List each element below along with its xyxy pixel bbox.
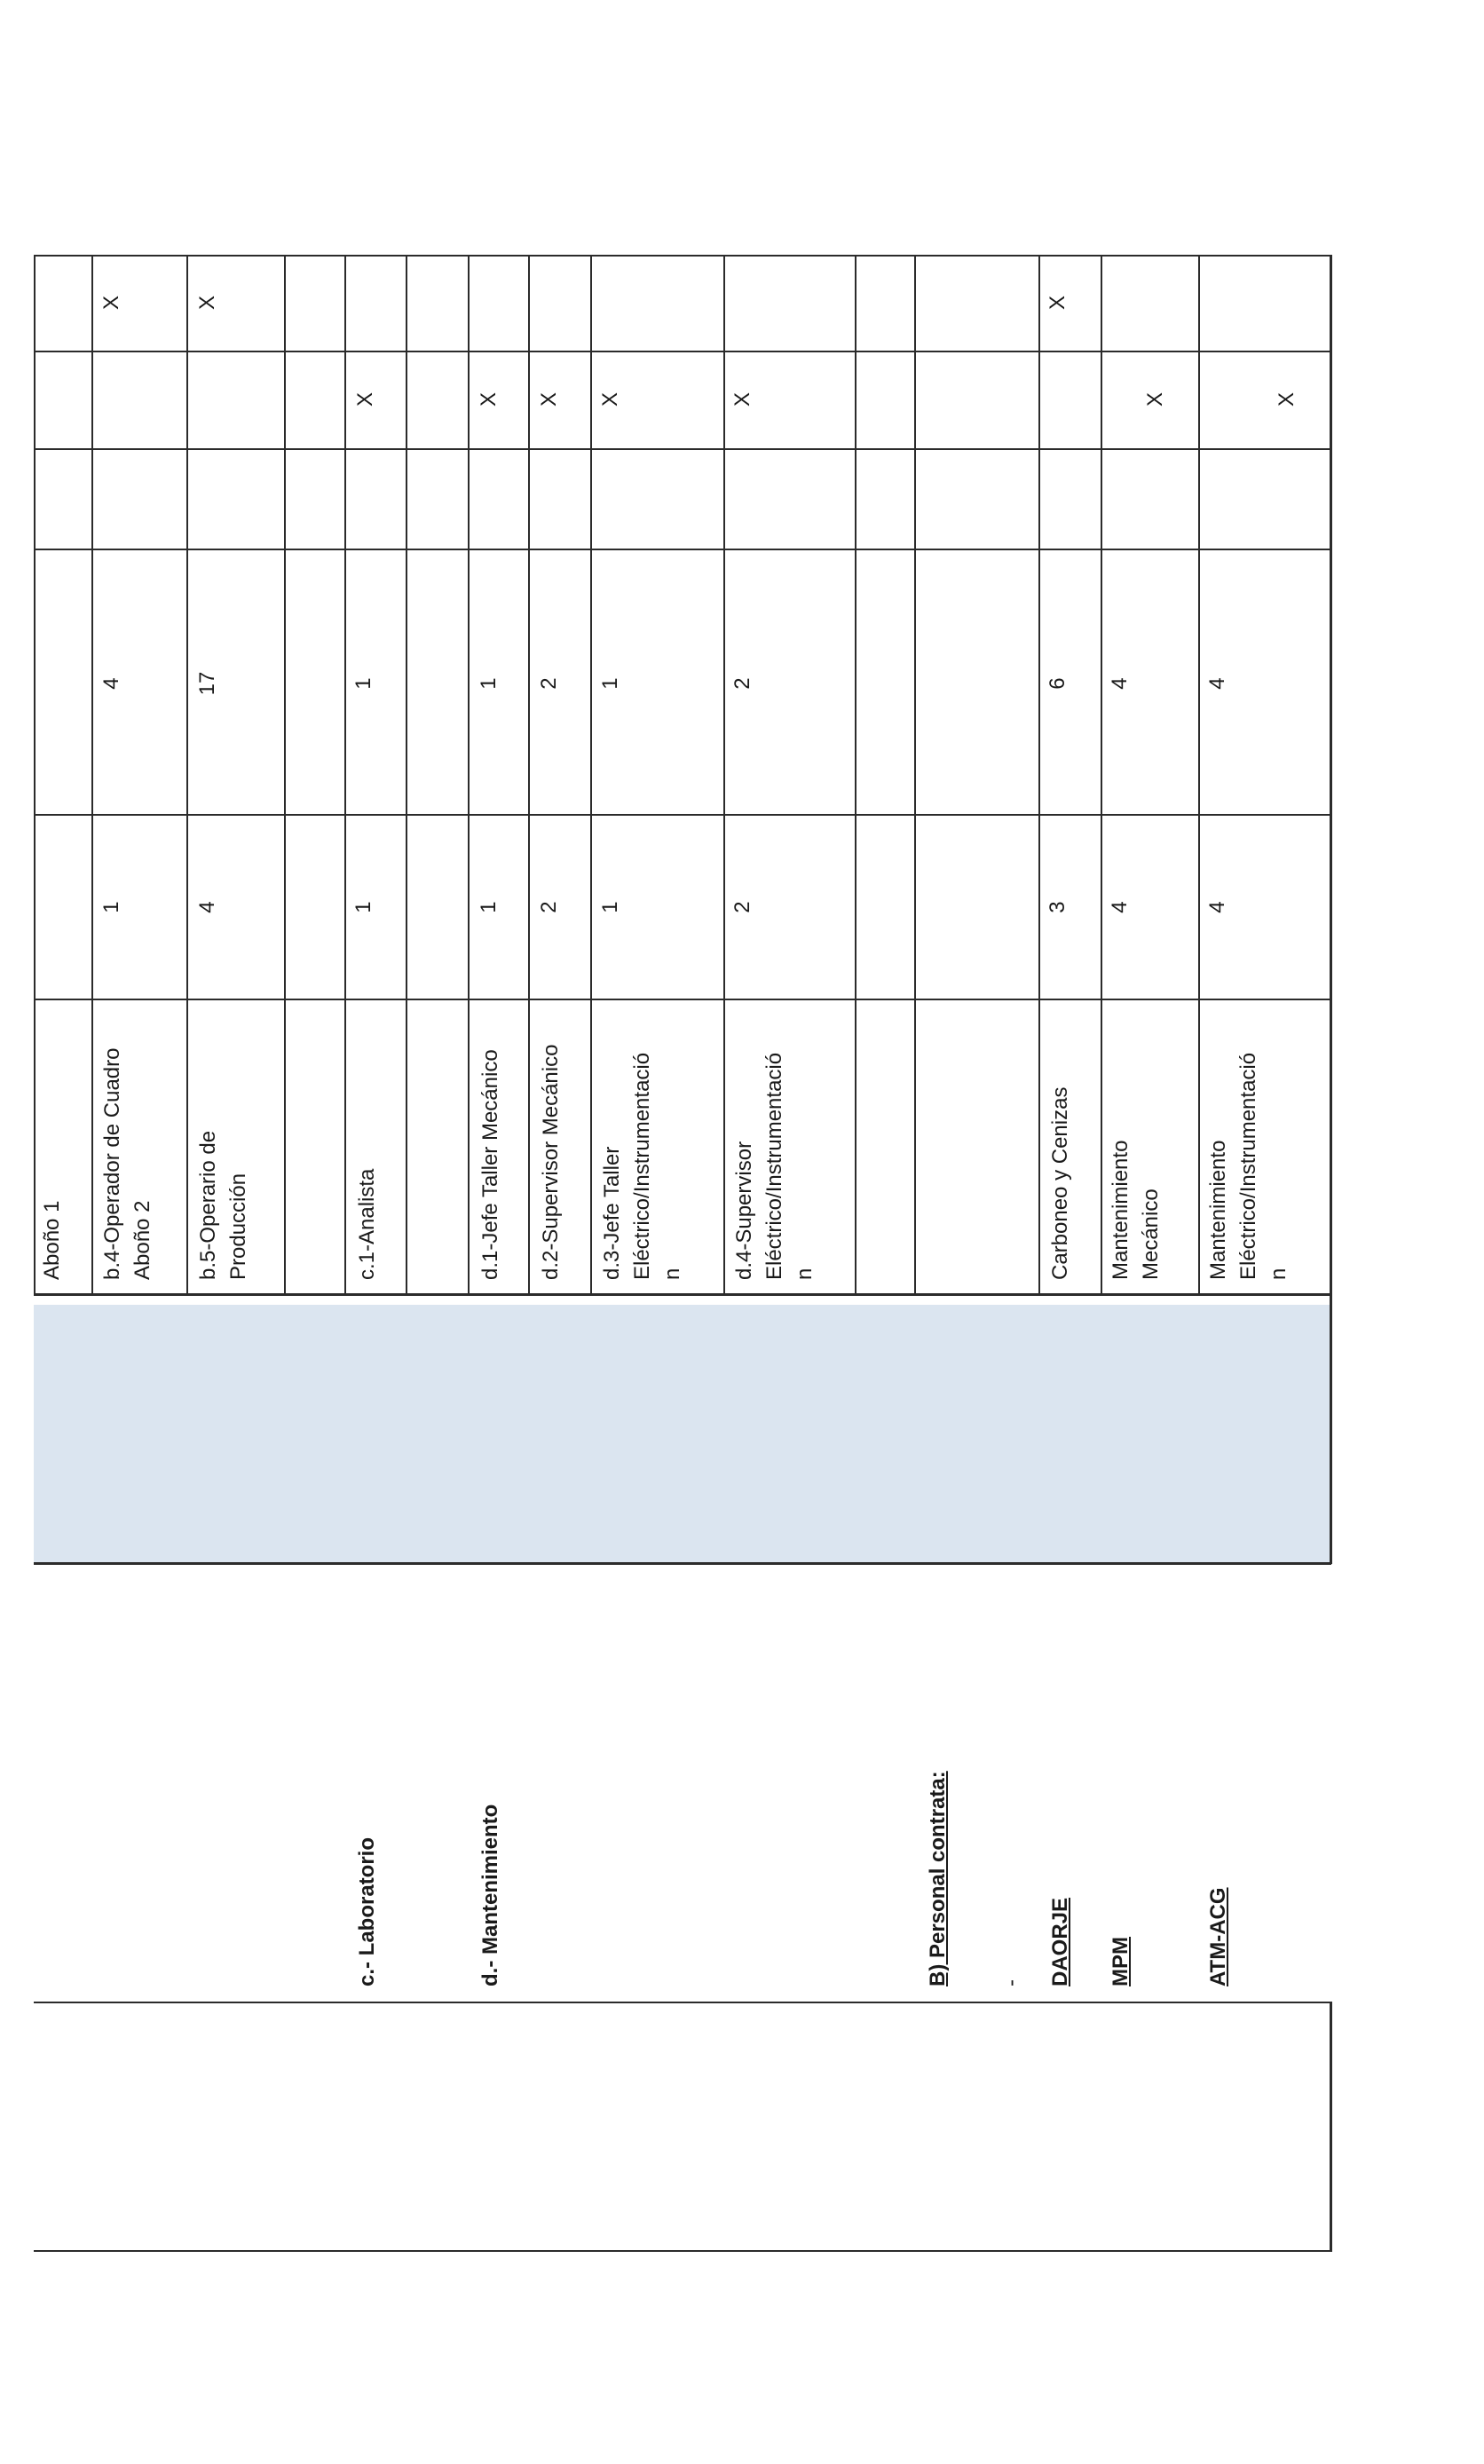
- count-cell: 4: [1205, 677, 1229, 690]
- count-cell: 4: [1205, 901, 1229, 913]
- x-mark: X: [1046, 296, 1070, 311]
- role-label: d.2-Supervisor Mecánico: [539, 1044, 563, 1280]
- role-label: Carboneo y Cenizas: [1048, 1086, 1072, 1280]
- role-label: d.4-Supervisor Eléctrico/Instrumentació n: [732, 1052, 817, 1280]
- x-mark: X: [598, 392, 622, 407]
- x-mark: X: [195, 296, 219, 311]
- count-cell: 2: [537, 677, 561, 690]
- section-laboratorio: c.- Laboratorio: [355, 1836, 379, 1986]
- count-cell: 4: [195, 901, 219, 913]
- shaded-band: [34, 1305, 1331, 1562]
- grid-vline: [406, 255, 407, 1296]
- role-label: Mantenimiento Eléctrico/Instrumentació n: [1206, 1052, 1291, 1280]
- count-cell: 2: [730, 901, 754, 913]
- count-cell: 4: [99, 677, 123, 690]
- grid-vline: [590, 255, 592, 1296]
- shade-top-border: [34, 1293, 1331, 1296]
- role-label: Mantenimiento Mecánico: [1109, 1140, 1163, 1280]
- table-right-border: [1330, 255, 1332, 1564]
- dash-label: -: [999, 1979, 1023, 1986]
- role-label: d.1-Jefe Taller Mecánico: [478, 1049, 502, 1280]
- left-box-right: [1330, 2002, 1332, 2252]
- contractor-mpm: MPM: [1109, 1937, 1133, 1986]
- count-cell: 4: [1108, 677, 1132, 690]
- grid-hline: [34, 814, 1331, 816]
- grid-vline: [186, 255, 188, 1296]
- grid-hline: [34, 999, 1331, 1000]
- count-cell: 1: [598, 677, 622, 690]
- grid-vline: [1038, 255, 1040, 1296]
- grid-vline: [855, 255, 856, 1296]
- grid-hline: [34, 549, 1331, 550]
- section-personal-contrata: B) Personal contrata:: [926, 1771, 950, 1986]
- grid-vline: [723, 255, 725, 1296]
- grid-vline: [34, 255, 36, 1296]
- x-mark: X: [730, 392, 754, 407]
- grid-vline: [284, 255, 286, 1296]
- count-cell: 1: [351, 901, 375, 913]
- contractor-atm-acg: ATM-ACG: [1206, 1887, 1230, 1986]
- count-cell: 1: [477, 677, 501, 690]
- count-cell: 1: [598, 901, 622, 913]
- grid-vline: [914, 255, 916, 1296]
- count-cell: 17: [195, 671, 219, 696]
- shade-bottom-border: [34, 1562, 1331, 1565]
- count-cell: 2: [537, 901, 561, 913]
- count-cell: 2: [730, 677, 754, 690]
- x-mark: X: [1143, 392, 1167, 407]
- grid-hline: [34, 351, 1331, 352]
- role-label: d.3-Jefe Taller Eléctrico/Instrumentació n: [600, 1052, 684, 1280]
- count-cell: 3: [1046, 901, 1070, 913]
- grid-vline: [1101, 255, 1102, 1296]
- count-cell: 1: [477, 901, 501, 913]
- count-cell: 4: [1108, 901, 1132, 913]
- grid-vline: [1198, 255, 1200, 1296]
- count-cell: 6: [1046, 677, 1070, 690]
- x-mark: X: [1275, 392, 1298, 407]
- section-mantenimiento: d.- Mantenimiento: [478, 1804, 502, 1986]
- count-cell: 1: [99, 901, 123, 913]
- left-box-top: [34, 2002, 1330, 2003]
- grid-vline: [91, 255, 93, 1296]
- x-mark: X: [477, 392, 501, 407]
- x-mark: X: [99, 296, 123, 311]
- contractor-daorje: DAORJE: [1048, 1897, 1072, 1986]
- role-label: b.5-Operario de Producción: [196, 1130, 250, 1280]
- grid-vline: [528, 255, 530, 1296]
- grid-vline: [344, 255, 346, 1296]
- left-box-bottom: [34, 2250, 1330, 2252]
- role-label: c.1-Analista: [355, 1168, 379, 1280]
- x-mark: X: [537, 392, 561, 407]
- count-cell: 1: [351, 677, 375, 690]
- grid-hline: [34, 448, 1331, 450]
- x-mark: X: [353, 392, 377, 407]
- role-label: Aboño 1: [40, 1200, 64, 1280]
- grid-vline: [468, 255, 470, 1296]
- table-top-border: [34, 255, 1331, 257]
- role-label: b.4-Operador de Cuadro Aboño 2: [100, 1047, 154, 1280]
